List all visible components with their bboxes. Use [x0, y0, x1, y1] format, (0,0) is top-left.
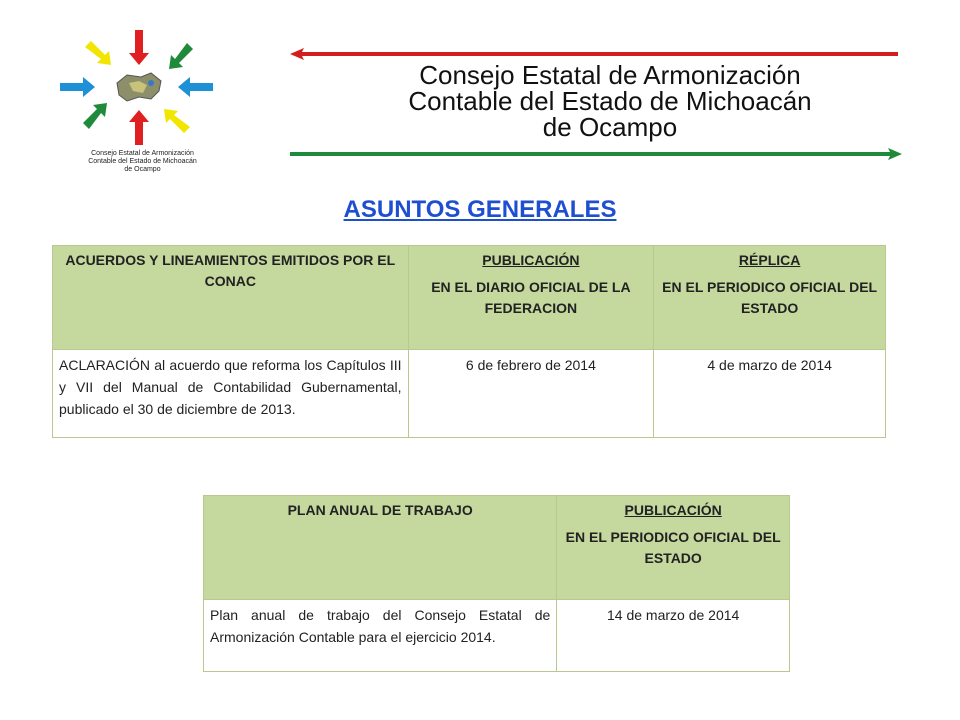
arrow-icon-top — [129, 30, 149, 65]
row-replica-date: 4 de marzo de 2014 — [654, 350, 886, 438]
logo-caption-line: Consejo Estatal de Armonización — [91, 150, 194, 157]
arrow-icon-bottom — [129, 110, 149, 145]
council-logo — [55, 25, 235, 185]
header-title — [330, 62, 890, 140]
column-header-title: PLAN ANUAL DE TRABAJO — [287, 502, 473, 518]
logo-caption-line: de Ocampo — [124, 166, 161, 173]
row-description: Plan anual de trabajo del Consejo Estatal de Armonización Contable para el ejercicio 2014. — [204, 600, 557, 672]
arrow-icon-bottom-left — [83, 103, 107, 129]
section-heading[interactable]: ASUNTOS GENERALES — [343, 196, 617, 223]
logo-caption — [55, 150, 230, 174]
header-top-rule — [290, 47, 902, 61]
table-header-row — [204, 496, 790, 600]
header-title-line: de Ocampo — [542, 112, 678, 142]
column-header-title: PUBLICACIÓN — [482, 252, 580, 268]
row-description: ACLARACIÓN al acuerdo que reforma los Capítulos III y VII del Manual de Contabilidad Gubernamental, publicado el 30 de diciembre de 2013. — [53, 350, 409, 438]
table-row — [204, 600, 790, 672]
arrow-icon-bottom-right — [164, 109, 190, 133]
column-header-title: PUBLICACIÓN — [624, 502, 722, 518]
column-header-subtitle: EN EL PERIODICO OFICIAL DEL ESTADO — [662, 279, 878, 316]
column-header-publicacion — [408, 246, 654, 350]
logo-caption-line: Contable del Estado de Michoacán — [88, 158, 197, 165]
row-publicacion-date: 14 de marzo de 2014 — [557, 600, 790, 672]
acuerdos-table — [52, 245, 886, 438]
header-bottom-rule — [290, 147, 902, 161]
table-row — [53, 350, 886, 438]
arrow-icon-top-right — [169, 43, 193, 69]
row-publicacion-date: 6 de febrero de 2014 — [408, 350, 654, 438]
arrow-icon-top-left — [85, 41, 111, 65]
header-title-line: Consejo Estatal de Armonización — [419, 60, 801, 90]
arrow-icon-right — [178, 77, 213, 97]
column-header-title: RÉPLICA — [738, 252, 801, 268]
column-header-plan — [204, 496, 557, 600]
column-header-acuerdos — [53, 246, 409, 350]
table-header-row — [53, 246, 886, 350]
arrow-icon-left — [60, 77, 95, 97]
column-header-subtitle: EN EL PERIODICO OFICIAL DEL ESTADO — [565, 529, 781, 566]
column-header-publicacion — [557, 496, 790, 600]
column-header-subtitle: EN EL DIARIO OFICIAL DE LA FEDERACION — [431, 279, 631, 316]
column-header-replica — [654, 246, 886, 350]
header-title-line: Contable del Estado de Michoacán — [408, 86, 812, 116]
column-header-title: ACUERDOS Y LINEAMIENTOS EMITIDOS POR EL CONAC — [65, 252, 396, 289]
logo-arrows-graphic — [55, 25, 235, 155]
plan-anual-table — [203, 495, 790, 672]
